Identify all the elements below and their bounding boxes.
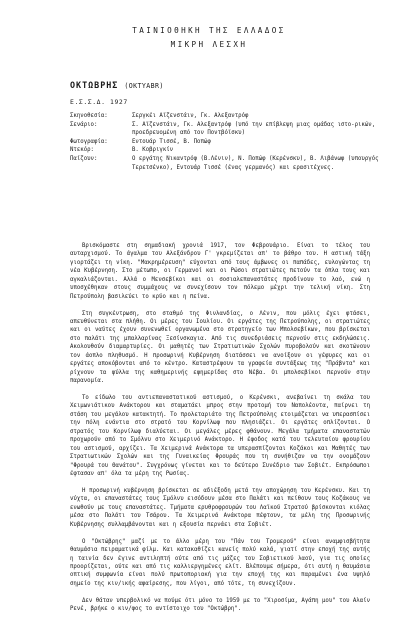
credit-value: Σεργκέι Αϊζενστάιν, Γκ. Αλεξαντρόφ	[132, 113, 249, 119]
credit-row	[70, 146, 412, 155]
credit-row	[70, 112, 412, 121]
archive-subtitle: ΜΙΚΡΗ ΛΕΣΧΗ	[170, 40, 248, 49]
synopsis-paragraph: Ο "Οκτώβρης" μαζί με το άλλο μέρη του "Πάν του Τρομερού" είναι αναμφισβήτητα θαυμάσια πειραματικά φίλμ. Και κατακαθίζει κανείς πολύ καλά, γιατί στην εποχή της αυτής η ταινία δεν έγινε αντιληπτή ούτε από τις μάζες του Σοβιετικού λαού, για τις οποίες προορίζεται, ούτε και από τις καλλιεργημένες ελίτ. Βλέπουμε σήμερα, ότι αυτή η θαυμάσια οπτική συμφωνία είναι πολύ πρωτοποριακή για την εποχή της και παραμένει ένα υψηλό σημείο της κιν/ικής αφαίρεσης, που λίγοι, από τότε, τη συνεχίζουν.	[70, 538, 370, 587]
archive-title: ΤΑΙΝΙΟΘΗΚΗ ΤΗΣ ΕΛΛΑΔΟΣ	[132, 26, 286, 35]
credit-row	[70, 155, 412, 172]
film-title: ΟΚΤΩΒΡΗΣ	[70, 80, 119, 90]
credit-role: Ντεκόρ:	[70, 147, 94, 154]
synopsis-paragraph: Στη συγκέντρωση, στο σταθμό της Φινλανδίας, ο Λένιν, που μόλις έχει φτάσει, απευθύνεται στα πλήθη. Οι μέρες του Ιουλίου. Οι εργάτες της Πετρούπολης, οι στρατιώτες και οι ναύτες έχουν συνενωθεί οργανωμένα στο στρατηγείο των Μπολσεβίκων, που βρίσκεται στο παλάτι της μπαλλαρίνας Ξεσίνσκαγια. Από τις συνεδριάσεις περνούν στις εκδηλώσεις. Ακολουθούν διαμαρτυρίες. Οι μαθητές των Στρατιωτικών Σχολών πυροβολούν και σκοτώνουν τον άοπλο πληθυσμό. Η προσωρινή Κυβέρνηση διατάσσει να ανοίξουν οι γέφυρες και οι εργάτες αποκόβονται από το κέντρο. Καταστρέφουν τα γραφεία συντάξεως της "Πράβντα" και ρίχνουν τα φύλλα της καθημερινής εφημερίδας στο Νέβα. Οι μπολσεβίκοι περνούν στην παρανομία.	[70, 310, 370, 385]
synopsis-paragraph: Βρισκόμαστε στη σημαδιακή χρονιά 1917, τον Φεβρουάριο. Είναι το τέλος του αυταρχισμού. Το άγαλμα του Αλεξάνδρου Γ' γκρεμίζεται απ' το βάθρο του. Η αστική τάξη γιορτάζει τη νίκη. "Μακρημέρευση" εύχονται από τους άμβωνες οι παπάδες, ευλογώντας τη νέα Κυβέρνηση. Στο μέτωπο, οι Γερμανοί και οι Ρώσοι στρατιώτες πετούν τα όπλα τους και αγκαλιάζονται. Αλλά ο Μενσεβίκοι και οι σοσιαλεπαναστάτες προδίνουν το λαό, ενώ η υποσχέθηκαν στους συμμάχους να συνεχίσουν τον πόλεμο μέχρι την τελική νίκη. Στη Πετρούπολη βασιλεύει το κρύο και η πείνα.	[70, 243, 370, 300]
credit-row	[70, 138, 412, 147]
credit-row	[70, 121, 412, 138]
credit-role: Φωτογραφία:	[70, 138, 108, 145]
synopsis-text	[70, 242, 370, 622]
credit-value: Σ. Αϊζενστάιν, Γκ. Αλεξαντρόφ (υπό την επίβλεψη μιας ομάδας ιστο-ρικών, προεδρευομένη από τον Ποντβόϊσκυ)	[132, 121, 376, 137]
credits-block	[70, 112, 412, 172]
film-title-line	[70, 80, 164, 90]
credit-role: Σενάριο:	[70, 121, 98, 128]
credit-value: Β. Κοβριγκίν	[132, 147, 174, 154]
synopsis-paragraph: Η προσωρινή κυβέρνηση βρίσκεται σε αδιέξοδη μετά την αποχώρηση του Κερένσκυ. Και τη νύχτα, οι επαναστάτες τους Σμόλνυ εισόδουν μέσα στο Παλάτι και πείθουν τους Κοζάκους να ενωθούν με τους επαναστάτες. Τμήματα ερυθροφρουρών του Λαϊκού Στρατού βρίσκονται κιόλας μέσα στο Παλάτι του Τσάρου. Τα Χειμερινά Ανάκτορα πέφτουν, τα μέλη της Προσωρινής Κυβέρνησης συλλαμβάνονται και η εξουσία περνάει στα Σοβιέτ.	[70, 487, 370, 528]
credit-role: Παίζουν:	[70, 155, 98, 162]
credit-value: Εντουάρ Τισσέ, Β. Ποπώφ	[132, 138, 211, 145]
production-info: Ε.Σ.Σ.Δ. 1927	[70, 98, 128, 106]
credit-value: Ο εργάτης Νικαντρόφ (Β.Λένιν), Ν. Ποπώφ (Κερένσκυ), Β. Λιβάνωφ (υπουργός Τερετσένκο), Εντουάρ Τισσέ (ένας γερμανός) και ερασιτέχνες.	[132, 155, 379, 171]
synopsis-paragraph: Δεν θάταν υπερβολικό να πούμε ότι μόνο το 1959 με το "Χιροσίμα, Αγάπη μου" του Αλαίν Ρενέ, βρήκε ο κιν/φος το αντίστοιχο του "Οκτώβρη".	[70, 597, 370, 613]
credit-role: Σκηνοθεσία:	[70, 113, 108, 119]
synopsis-paragraph: Το είδωλο του αντιεπαναστατικού αστισμού, ο Κερένσκι, ανεβαίνει τη σκάλα του Χειμωνιάτικου Ανάκτορου και σταματάει μπρος στην προτομή του Ναπολέοντα, παίρνει τη στάση του μεγάλου κατακτητή. Το προλεταριάτο της Πετρούπολης ετοιμάζεται να υπερασπίσει την πόλη ενάντια στο στρατό του Κορνίλωφ που πλησιάζει. Οι εργάτες οπλίζονται. Ο στρατός του Κορνίλωφ διαλύεται. Οι μεγάλες μέρες φθάνουν. Μεγάλα τμήματα επαναστατών προχωρούν από το Σμόλνυ στο Χειμερινό Ανάκτορο. Η έφοδος κατά του τελευταίου φρουρίου του αστισμού, αρχίζει. Τα Χειμερινά Ανάκτορα τα υπερασπίζονται Κοζάκοι και Μαθητές των Στρατιωτικών Σχολών και της Γυναικείας Φρουράς που τη συνήθιζαν να την ονομάζουν "Φρουρά του Θανάτου". Συγχρόνως γίνεται και το δεύτερο Συνέδριο των Σοβιέτ. Εκπρόσωποι έφτασαν απ' όλα τα μέρη της Ρωσίας.	[70, 395, 370, 478]
film-original-title: (OKTYABR)	[124, 82, 164, 90]
